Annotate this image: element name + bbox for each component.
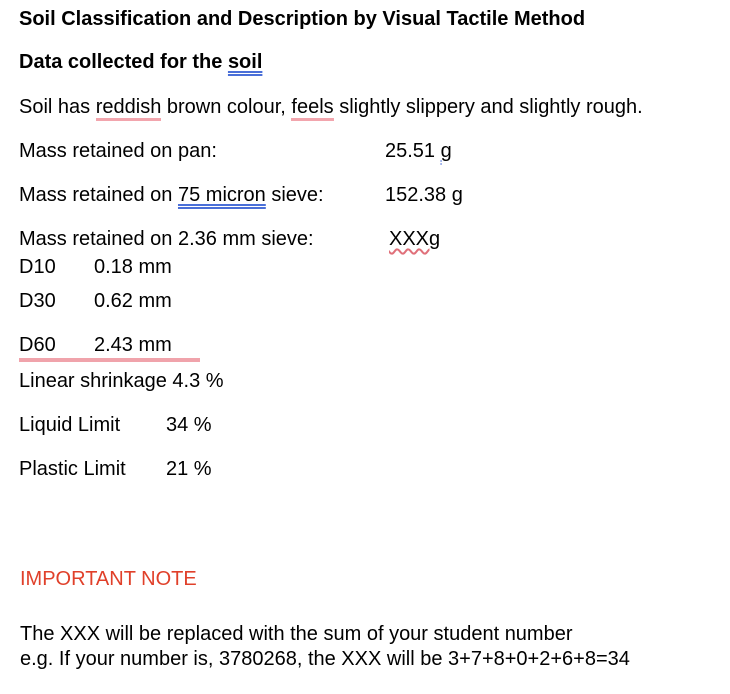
- subtitle-word-soil: soil: [227, 51, 263, 73]
- d60-value: 2.43 mm: [94, 334, 172, 356]
- mass-pan-number: 25.51: [385, 140, 441, 162]
- d30-label: D30: [19, 290, 56, 312]
- liquid-limit-label: Liquid Limit: [19, 414, 121, 436]
- d30-value: 0.62 mm: [94, 290, 172, 312]
- plastic-limit-value: 21 %: [166, 458, 212, 480]
- mass-75-sieve-size: 75 micron: [177, 184, 266, 206]
- liquid-limit-value: 34 %: [166, 414, 212, 436]
- page-title: Soil Classification and Description by Visual Tactile Method: [19, 8, 586, 30]
- mass-75-value: 152.38 g: [385, 184, 463, 206]
- description-text-3: slightly slippery and slightly rough.: [333, 96, 643, 118]
- important-note-heading: IMPORTANT NOTE: [20, 568, 197, 590]
- note-line-1: The XXX will be replaced with the sum of your student number: [20, 623, 573, 645]
- d10-label: D10: [19, 256, 56, 278]
- description-text-2: brown colour,: [161, 96, 292, 118]
- mass-75-suffix: sieve:: [265, 184, 324, 206]
- mass-236-value: XXXg: [389, 228, 441, 250]
- mass-236-label: Mass retained on 2.36 mm sieve:: [19, 228, 314, 250]
- d10-value: 0.18 mm: [94, 256, 172, 278]
- d60-label: D60: [19, 334, 56, 356]
- mass-75-prefix: Mass retained on: [19, 184, 178, 206]
- description-word-feels: feels: [291, 96, 333, 121]
- subtitle-prefix: Data collected for the: [19, 51, 228, 73]
- description-word-reddish: reddish: [96, 96, 162, 121]
- section-subtitle: [19, 50, 262, 74]
- d60-highlight-underline: [19, 358, 200, 362]
- plastic-limit-label: Plastic Limit: [19, 458, 126, 480]
- note-line-2: e.g. If your number is, 3780268, the XXX will be 3+7+8+0+2+6+8=34: [20, 648, 630, 670]
- mass-75-label: [19, 183, 324, 207]
- description-text-1: Soil has: [19, 96, 96, 118]
- mass-pan-label: Mass retained on pan:: [19, 140, 217, 162]
- mass-pan-unit: g: [440, 140, 452, 162]
- linear-shrinkage: Linear shrinkage 4.3 %: [19, 370, 224, 392]
- soil-description: [19, 95, 643, 119]
- mass-pan-value: [385, 139, 452, 163]
